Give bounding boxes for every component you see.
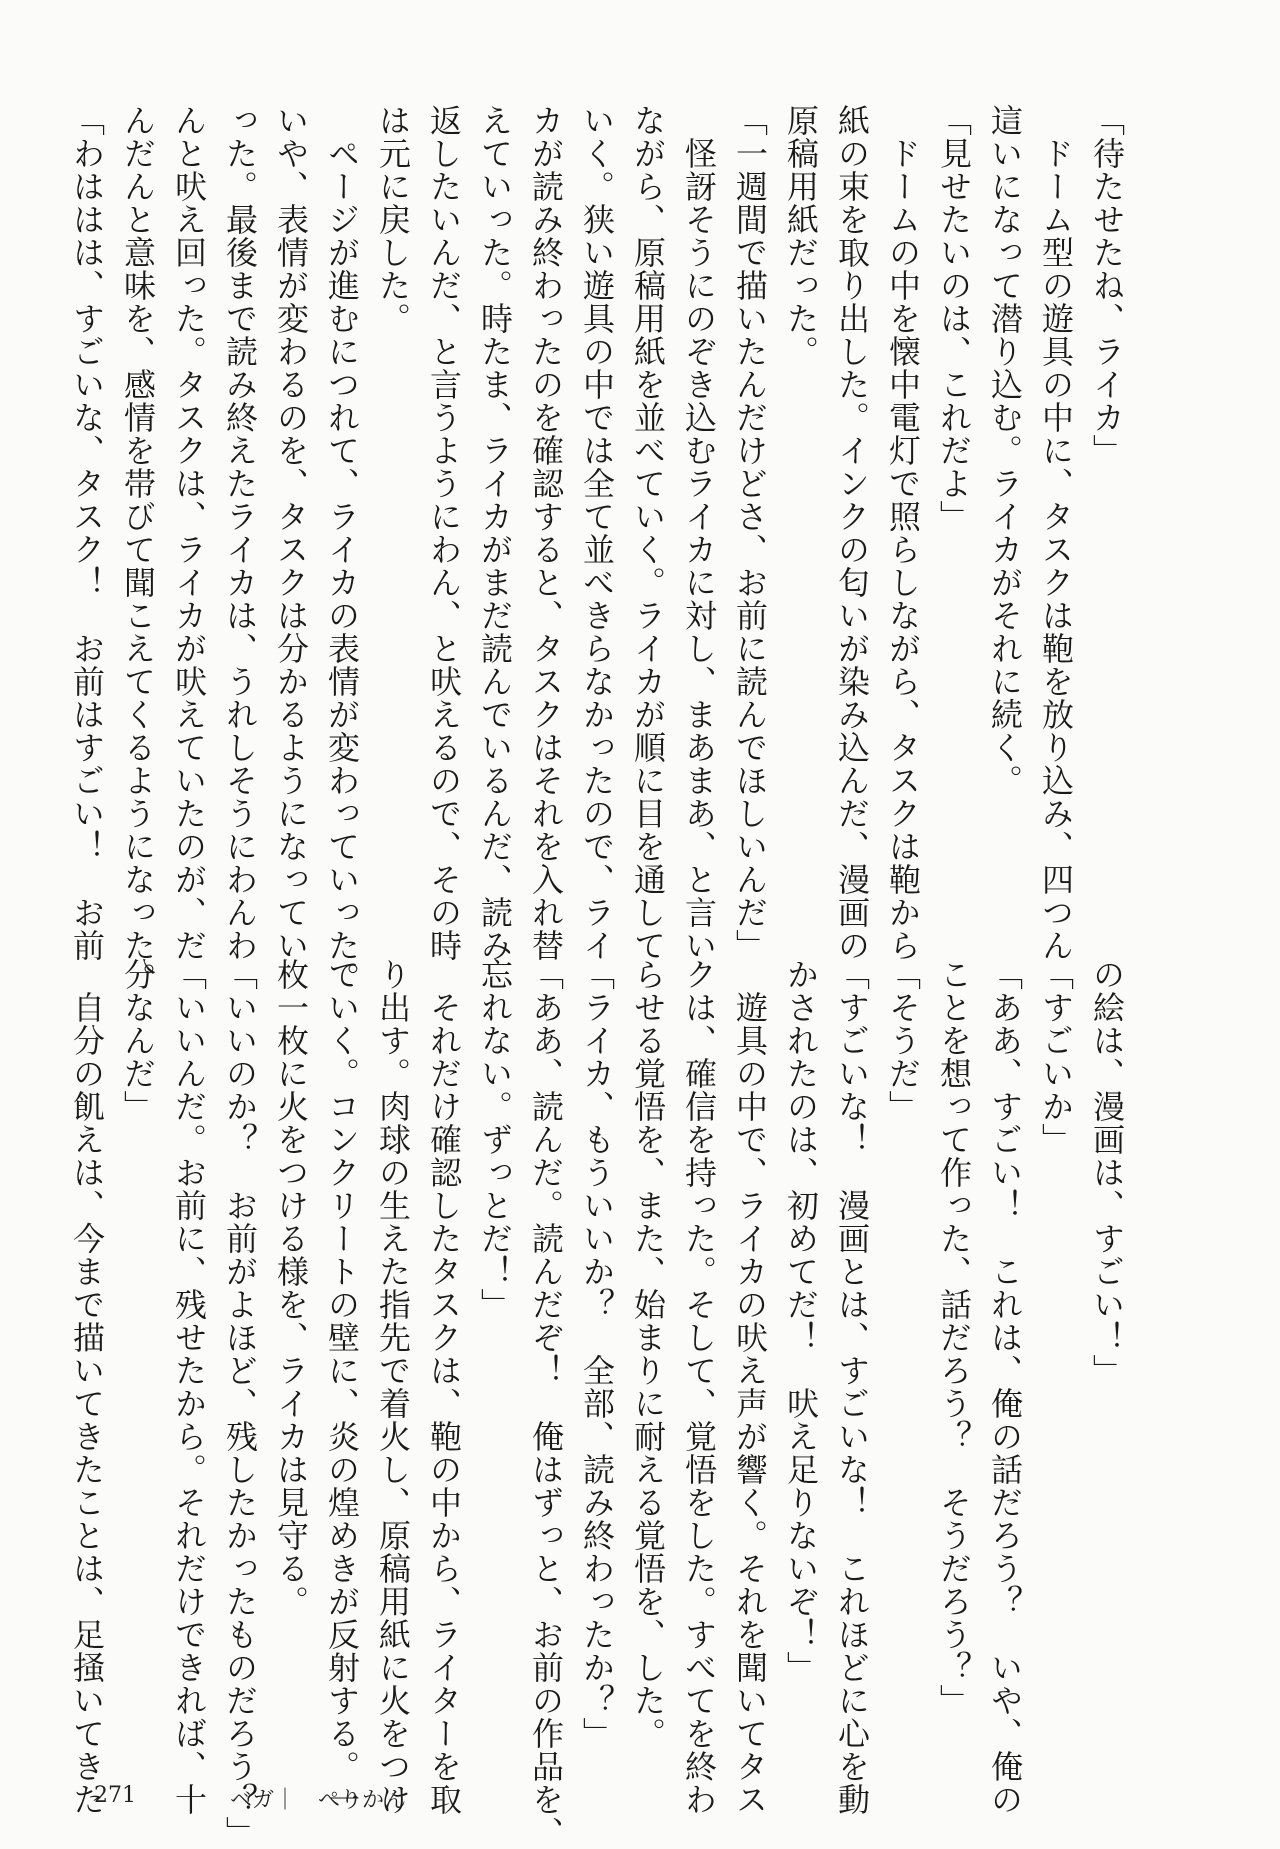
text-line: ながら、原稿用紙を並べていく。ライカが順に目を通して: [629, 104, 667, 962]
text-line: 「すごいか」: [1037, 958, 1075, 1156]
text-line: らせる覚悟を、また、始まりに耐える覚悟を、した。: [629, 958, 667, 1750]
text-line: ドームの中を懐中電灯で照らしながら、タスクは鞄から: [884, 104, 922, 962]
text-line: 「いいのか？ お前がよほど、残したかったものだろう？」: [221, 958, 259, 1849]
text-line: 「待たせたね、ライカ」: [1088, 104, 1126, 467]
text-line: んだんと意味を、感情を帯びて聞こえてくるようになった。: [119, 104, 157, 995]
text-line: 這いになって潜り込む。ライカがそれに続く。: [986, 104, 1024, 797]
text-line: った。最後まで読み終えたライカは、うれしそうにわんわ: [221, 104, 259, 962]
text-line: 分なんだ」: [119, 958, 157, 1123]
page-number: 271: [94, 1783, 136, 1808]
text-line: 怪訝そうにのぞき込むライカに対し、まあまあ、と言い: [680, 104, 718, 962]
text-line: クは、確信を持った。そして、覚悟をした。すべてを終わ: [680, 958, 718, 1816]
text-line: ていく。コンクリートの壁に、炎の煌めきが反射する。一: [323, 958, 361, 1816]
text-line: 「わははは、すごいな、タスク！ お前はすごい！ お前: [68, 104, 106, 962]
text-line: 紙の束を取り出した。インクの匂いが染み込んだ、漫画の: [833, 104, 871, 962]
text-line: 自分の飢えは、今まで描いてきたことは、足掻いてきた: [68, 958, 106, 1816]
text-line: 枚一枚に火をつける様を、ライカは見守る。: [272, 958, 310, 1618]
text-line: ことを想って作った、話だろう？ そうだろう？」: [935, 958, 973, 1717]
text-line: 「すごいな！ 漫画とは、すごいな！ これほどに心を動: [833, 958, 871, 1816]
text-line: 原稿用紙だった。: [782, 104, 820, 368]
text-line: えていった。時たま、ライカがまだ読んでいるんだ、読み: [476, 104, 514, 962]
text-line: いや、表情が変わるのを、タスクは分かるようになってい: [272, 104, 310, 962]
text-line: 「ライカ、もういいか？ 全部、読み終わったか？」: [578, 958, 616, 1750]
text-line: ドーム型の遊具の中に、タスクは鞄を放り込み、四つん: [1037, 104, 1075, 962]
running-title: ベガ｜ ぺりかん: [230, 1788, 407, 1813]
text-line: の絵は、漫画は、すごい！」: [1088, 958, 1126, 1387]
text-line: カが読み終わったのを確認すると、タスクはそれを入れ替: [527, 104, 565, 962]
text-line: かされたのは、初めてだ！ 吠え足りないぞ！」: [782, 958, 820, 1684]
upper-text-block: [61, 104, 1132, 995]
text-line: 遊具の中で、ライカの吠え声が響く。それを聞いてタス: [731, 958, 769, 1816]
text-line: 「一週間で描いたんだけどさ、お前に読んでほしいんだ」: [731, 104, 769, 962]
text-line: は元に戻した。: [374, 104, 412, 335]
page-footer: [0, 1783, 1280, 1817]
text-line: 返したいんだ、と言うようにわん、と吠えるので、その時: [425, 104, 463, 962]
text-line: いく。狭い遊具の中では全て並べきらなかったので、ライ: [578, 104, 616, 962]
text-line: それだけ確認したタスクは、鞄の中から、ライターを取: [425, 958, 463, 1816]
text-line: 「見せたいのは、これだよ」: [935, 104, 973, 533]
text-line: 「いいんだ。お前に、残せたから。それだけできれば、十: [170, 958, 208, 1816]
text-line: り出す。肉球の生えた指先で着火し、原稿用紙に火をつけ: [374, 958, 412, 1816]
text-line: ページが進むにつれて、ライカの表情が変わっていった。: [323, 104, 361, 995]
text-line: 「ああ、読んだ。読んだぞ！ 俺はずっと、お前の作品を、: [527, 958, 565, 1849]
text-line: 忘れない。ずっとだ！」: [476, 958, 514, 1321]
text-line: んと吠え回った。タスクは、ライカが吠えていたのが、だ: [170, 104, 208, 962]
text-line: 「ああ、すごい！ これは、俺の話だろう？ いや、俺の: [986, 958, 1024, 1816]
text-line: 「そうだ」: [884, 958, 922, 1123]
